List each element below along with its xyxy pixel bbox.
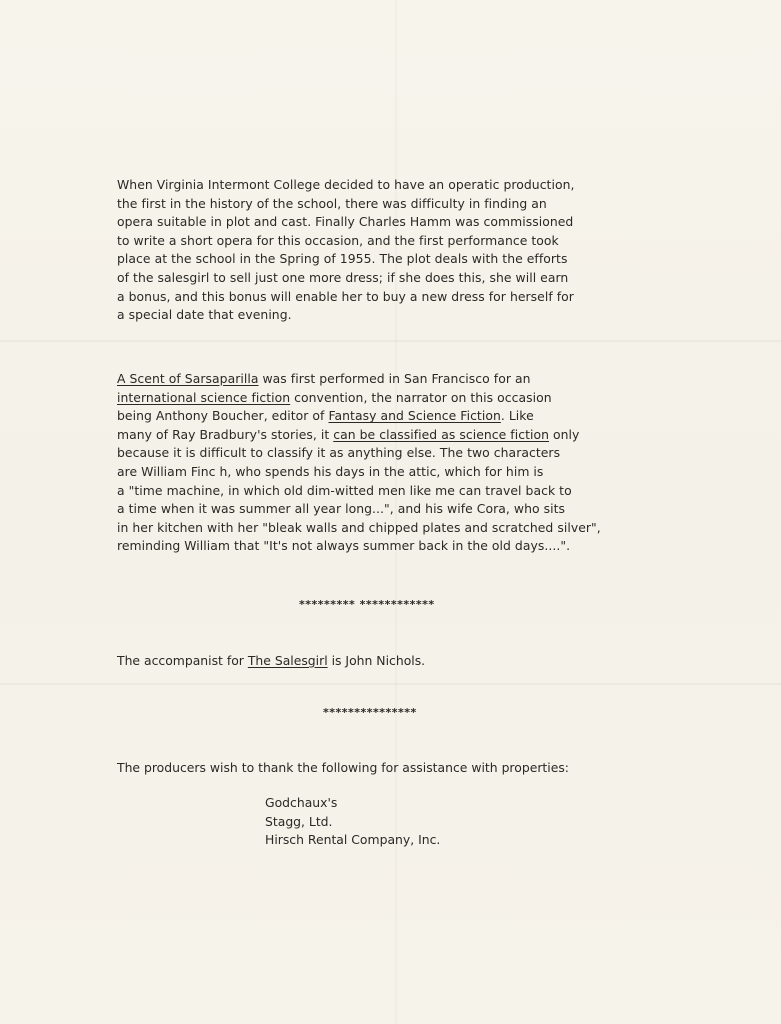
line-text: being Anthony Boucher, editor of — [117, 408, 329, 424]
line-text: convention, the narrator on this occasion — [290, 389, 552, 405]
line-text: was first performed in San Francisco for an — [258, 371, 531, 386]
paragraph-line: because it is difficult to classify it as anything else. The two characters — [117, 445, 561, 461]
paragraph-line: a bonus, and this bonus will enable her to buy a new dress for herself for — [117, 288, 574, 304]
acknowledgement-heading: The producers wish to thank the following for assistance with properties: — [117, 760, 569, 775]
list-item: Hirsch Rental Company, Inc. — [265, 832, 441, 848]
paragraph-line — [117, 426, 642, 445]
paragraph-line: are William Finc h, who spends his days in the attic, which for him is — [117, 463, 544, 479]
paragraph-line — [117, 407, 642, 426]
opera-title-salesgirl: The Salesgirl — [247, 653, 328, 668]
magazine-title: Fantasy and Science Fiction — [328, 408, 501, 424]
paper-fold-horizontal — [0, 340, 781, 342]
paragraph-scent-of-sarsaparilla — [117, 370, 642, 556]
paragraph-line: in her kitchen with her "bleak walls and chipped plates and scratched silver", — [117, 519, 601, 535]
paragraph-line: a "time machine, in which old dim-witted men like me can travel back to — [117, 482, 572, 498]
line-text: many of Ray Bradbury's stories, it — [117, 426, 334, 442]
list-item: Godchaux's — [265, 795, 338, 810]
section-divider-stars: *************** — [323, 706, 417, 719]
paper-fold-horizontal-lower — [0, 683, 781, 685]
paragraph-line — [117, 370, 642, 389]
paragraph-line: to write a short opera for this occasion, and the first performance took — [117, 232, 559, 248]
line-text: only — [549, 426, 580, 442]
section-divider-stars: ********* ************ — [299, 598, 435, 611]
underlined-phrase: international science fiction — [117, 389, 291, 405]
opera-title-sarsaparilla: A Scent of Sarsaparilla — [117, 371, 259, 386]
paragraph-line: of the salesgirl to sell just one more dress; if she does this, she will earn — [117, 269, 569, 285]
paragraph-line: reminding William that "It's not always summer back in the old days....". — [117, 538, 571, 554]
paragraph-line: the first in the history of the school, there was difficulty in finding an — [117, 195, 547, 211]
paragraph-line: opera suitable in plot and cast. Finally Charles Hamm was commissioned — [117, 214, 574, 230]
paragraph-opera-history — [117, 176, 642, 325]
paragraph-line: When Virginia Intermont College decided to have an operatic production, — [117, 177, 575, 192]
paragraph-line: place at the school in the Spring of 1955. The plot deals with the efforts — [117, 251, 568, 267]
line-text: is John Nichols. — [327, 653, 426, 668]
accompanist-line — [117, 653, 425, 668]
paragraph-line: a special date that evening. — [117, 307, 292, 323]
line-text: . Like — [500, 408, 534, 424]
list-item: Stagg, Ltd. — [265, 813, 333, 829]
paragraph-line: a time when it was summer all year long...", and his wife Cora, who sits — [117, 501, 566, 517]
line-text: The accompanist for — [117, 653, 248, 668]
underlined-phrase: can be classified as science fiction — [333, 426, 550, 442]
properties-list — [265, 794, 440, 850]
paragraph-line — [117, 389, 642, 408]
